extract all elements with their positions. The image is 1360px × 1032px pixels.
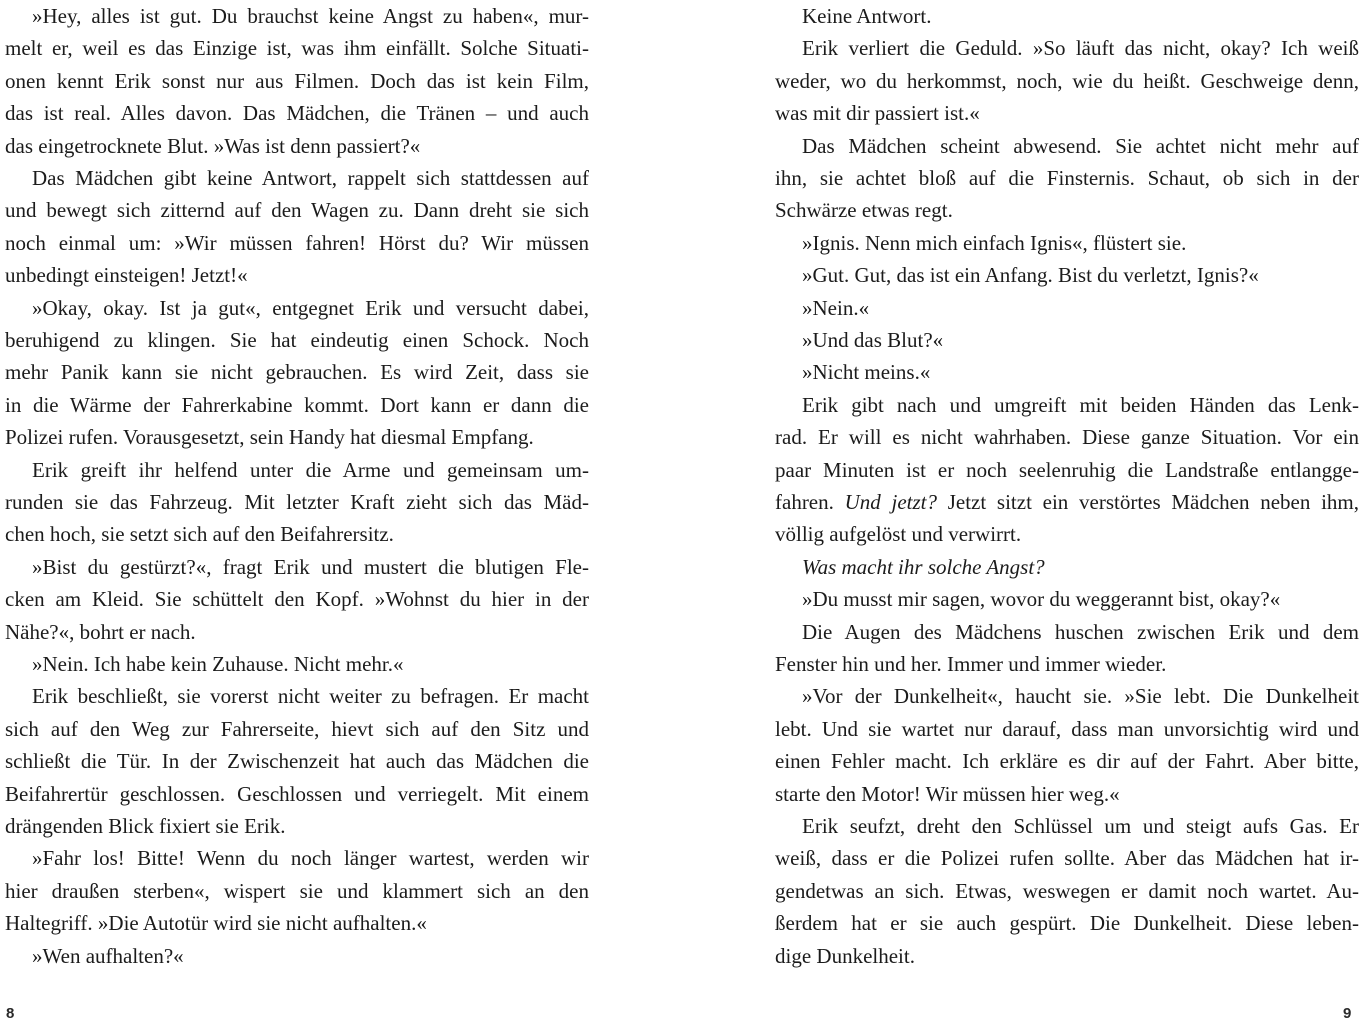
text-line: »Ignis. Nenn mich einfach Ignis«, flüstert sie.: [802, 230, 1187, 255]
text-line: »Hey, alles ist gut. Du brauchst keine Angst zu haben«, mur-: [32, 4, 589, 28]
text-line: runden sie das Fahrzeug. Mit letzter Kraft zieht sich das Mäd-: [5, 490, 589, 514]
text-line: fahren. Und jetzt? Jetzt sitzt ein verstörtes Mädchen neben ihm,: [775, 490, 1359, 514]
text-line: »Nicht meins.«: [802, 360, 931, 385]
text-line: Erik verliert die Geduld. »So läuft das nicht, okay? Ich weiß: [802, 36, 1359, 61]
text-line: einen Fehler macht. Ich erkläre es dir auf der Fahrt. Aber bitte,: [775, 749, 1359, 774]
text-line: drängenden Blick fixiert sie Erik.: [5, 814, 286, 838]
text-line: Nähe?«, bohrt er nach.: [5, 619, 196, 644]
text-line: hier draußen sterben«, wispert sie und klammert sich an den: [5, 878, 589, 903]
text-line: noch einmal um: »Wir müssen fahren! Hörst du? Wir müssen: [5, 230, 589, 255]
text-line: das ist real. Alles davon. Das Mädchen, die Tränen – und auch: [5, 101, 589, 126]
text-line: sich auf den Weg zur Fahrerseite, hievt sich auf den Sitz und: [5, 716, 589, 741]
text-line: Fenster hin und her. Immer und immer wieder.: [775, 652, 1167, 676]
text-line: und bewegt sich zitternd auf den Wagen zu. Dann dreht sie sich: [5, 198, 589, 223]
text-line: was mit dir passiert ist.«: [775, 101, 980, 126]
page-number-right: 9: [1343, 1005, 1352, 1022]
text-line: Die Augen des Mädchens huschen zwischen Erik und dem: [802, 619, 1359, 644]
text-line: gendetwas an sich. Etwas, weswegen er damit noch wartet. Au-: [775, 878, 1359, 903]
text-line: beruhigend zu klingen. Sie hat eindeutig einen Schock. Noch: [5, 328, 589, 352]
text-line: Das Mädchen gibt keine Antwort, rappelt sich stattdessen auf: [32, 166, 589, 190]
text-line: Beifahrertür geschlossen. Geschlossen und verriegelt. Mit einem: [5, 781, 589, 806]
text-line: Erik beschließt, sie vorerst nicht weiter zu befragen. Er macht: [32, 684, 589, 709]
text-line: Schwärze etwas regt.: [775, 198, 953, 223]
text-line: Keine Antwort.: [802, 4, 932, 28]
text-line: onen kennt Erik sonst nur aus Filmen. Doch das ist kein Film,: [5, 68, 589, 93]
text-line: cken am Kleid. Sie schüttelt den Kopf. »Wohnst du hier in der: [5, 587, 589, 612]
text-line: »Okay, okay. Ist ja gut«, entgegnet Erik und versucht dabei,: [32, 295, 589, 320]
text-line: völlig aufgelöst und verwirrt.: [775, 522, 1022, 547]
text-line: weder, wo du herkommst, noch, wie du heißt. Geschweige denn,: [775, 68, 1359, 93]
text-line: Das Mädchen scheint abwesend. Sie achtet nicht mehr auf: [802, 133, 1359, 158]
text-line: chen hoch, sie setzt sich auf den Beifahrersitz.: [5, 522, 394, 547]
text-line: ihn, sie achtet bloß auf die Finsternis. Schaut, ob sich in der: [775, 166, 1359, 190]
text-line: »Nein.«: [802, 295, 870, 320]
text-line: »Bist du gestürzt?«, fragt Erik und mustert die blutigen Fle-: [32, 554, 589, 579]
text-line: »Gut. Gut, das ist ein Anfang. Bist du verletzt, Ignis?«: [802, 263, 1259, 288]
text-line: mehr Panik kann sie nicht gebrauchen. Es wird Zeit, dass sie: [5, 360, 589, 385]
text-line: »Vor der Dunkelheit«, haucht sie. »Sie lebt. Die Dunkelheit: [802, 684, 1359, 709]
text-line: weiß, dass er die Polizei rufen sollte. Aber das Mädchen hat ir-: [775, 846, 1359, 871]
right-page: [775, 0, 1359, 1032]
text-line: »Du musst mir sagen, wovor du weggerannt bist, okay?«: [802, 587, 1281, 612]
text-line: rad. Er will es nicht wahrhaben. Diese ganze Situation. Vor ein: [775, 425, 1359, 450]
text-line: Polizei rufen. Vorausgesetzt, sein Handy hat diesmal Empfang.: [5, 425, 534, 450]
left-page: [5, 0, 589, 1032]
text-line: schließt die Tür. In der Zwischenzeit hat auch das Mädchen die: [5, 749, 589, 774]
text-line: ßerdem hat er sie auch gespürt. Die Dunkelheit. Diese leben-: [775, 911, 1359, 936]
text-line: lebt. Und sie wartet nur darauf, dass man unvorsichtig wird und: [775, 716, 1359, 741]
text-line: Was macht ihr solche Angst?: [802, 554, 1045, 579]
text-line: Erik gibt nach und umgreift mit beiden Händen das Lenk-: [802, 392, 1359, 417]
text-line: »Nein. Ich habe kein Zuhause. Nicht mehr.«: [32, 652, 404, 676]
text-line: »Fahr los! Bitte! Wenn du noch länger wartest, werden wir: [32, 846, 589, 871]
text-line: dige Dunkelheit.: [775, 943, 915, 968]
text-line: paar Minuten ist er noch seelenruhig die Landstraße entlangge-: [775, 457, 1359, 482]
text-line: unbedingt einsteigen! Jetzt!«: [5, 263, 248, 288]
text-line: Erik greift ihr helfend unter die Arme und gemeinsam um-: [32, 457, 589, 482]
text-line: das eingetrocknete Blut. »Was ist denn passiert?«: [5, 133, 421, 158]
text-line: Erik seufzt, dreht den Schlüssel um und steigt aufs Gas. Er: [802, 814, 1359, 838]
page-number-left: 8: [6, 1005, 15, 1022]
text-line: Haltegriff. »Die Autotür wird sie nicht aufhalten.«: [5, 911, 427, 936]
italic-emphasis: Und jetzt?: [844, 490, 937, 514]
text-line: »Und das Blut?«: [802, 328, 944, 352]
text-line: melt er, weil es das Einzige ist, was ihm einfällt. Solche Situati-: [5, 36, 589, 61]
text-line: in die Wärme der Fahrerkabine kommt. Dort kann er dann die: [5, 392, 589, 417]
text-line: »Wen aufhalten?«: [32, 943, 184, 968]
text-line: starte den Motor! Wir müssen hier weg.«: [775, 781, 1120, 806]
